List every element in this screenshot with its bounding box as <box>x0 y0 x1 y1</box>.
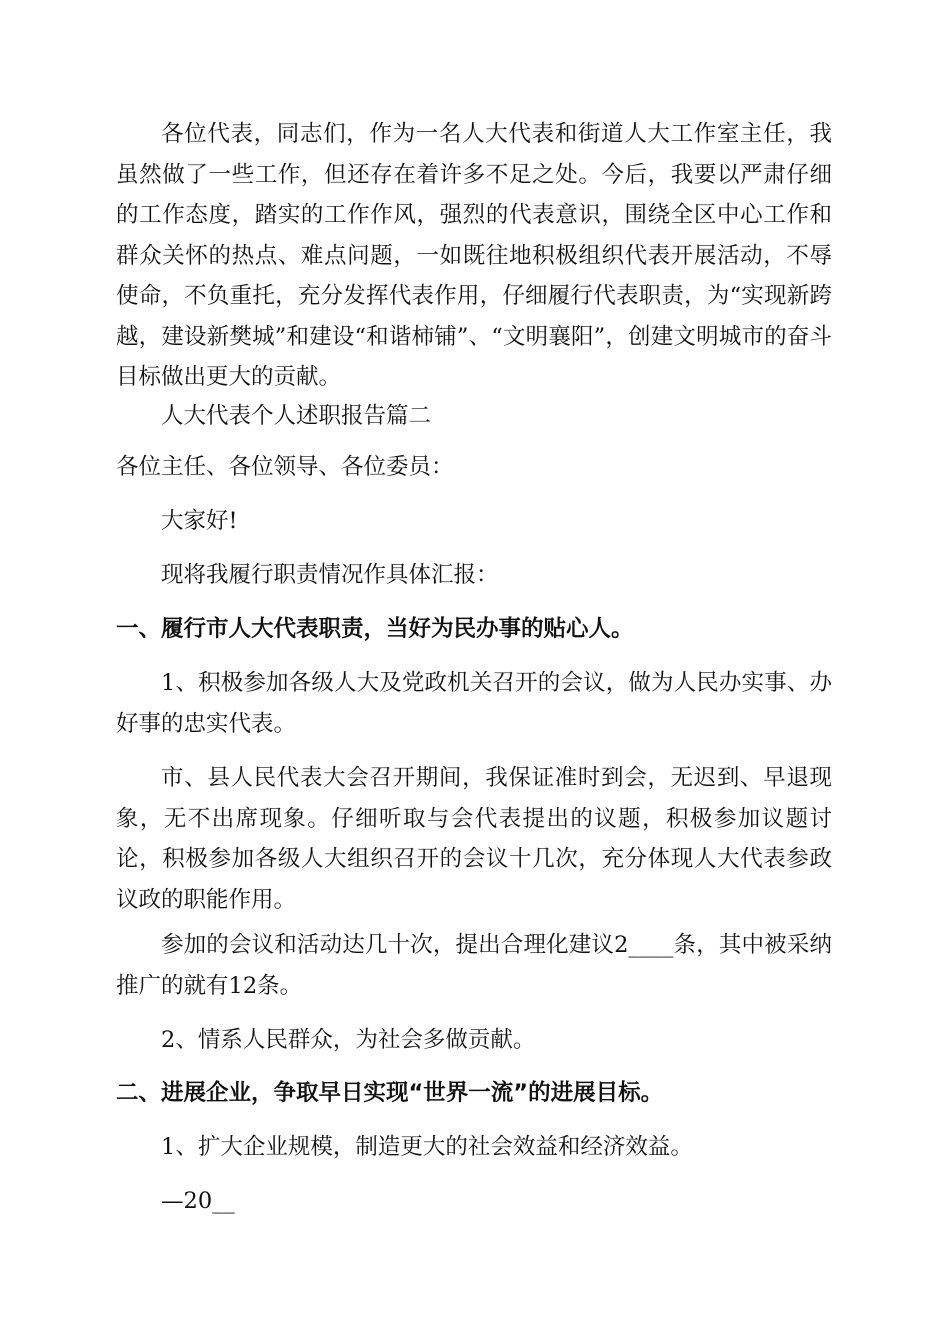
paragraph-closing-remarks: 各位代表，同志们，作为一名人大代表和街道人大工作室主任，我虽然做了一些工作，但还存在着许多不足之处。今后，我要以严肃仔细的工作态度，踏实的工作作风，强烈的代表意识，围绕全区中心工作和群众关怀的热点、难点问题，一如既往地积极组织代表开展活动，不辱使命，不负重托，充分发挥代表作用，仔细履行代表职责，为“实现新跨越，建设新樊城”和建设“和谐柿铺”、“文明襄阳”，创建文明城市的奋斗目标做出更大的贡献。 <box>116 121 832 390</box>
heading-two: 二、进展企业，争取早日实现“世界一流”的进展目标。 <box>116 1080 664 1106</box>
paragraph-meetings: 市、县人民代表大会召开期间，我保证准时到会，无迟到、早退现象，无不出席现象。仔细听取与会代表提出的议题，积极参加议题讨论，积极参加各级人大组织召开的会议十几次，充分体现人大代表参政议政的职能作用。 <box>116 765 832 913</box>
item-3: 1、扩大企业规模，制造更大的社会效益和经济效益。 <box>161 1134 693 1160</box>
heading-one: 一、履行市人大代表职责，当好为民办事的贴心人。 <box>116 616 634 642</box>
greeting: 大家好! <box>161 508 238 534</box>
section-title: 人大代表个人述职报告篇二 <box>161 403 432 429</box>
paragraph-suggestions: 参加的会议和活动达几十次，提出合理化建议2____条，其中被采纳推广的就有12条。 <box>116 932 832 999</box>
salutation: 各位主任、各位领导、各位委员： <box>116 454 454 480</box>
item-2: 2、情系人民群众，为社会多做贡献。 <box>161 1027 536 1053</box>
page-footer-text: —20__ <box>161 1188 235 1214</box>
intro-line: 现将我履行职责情况作具体汇报： <box>161 562 499 588</box>
item-1: 1、积极参加各级人大及党政机关召开的会议，做为人民办实事、办好事的忠实代表。 <box>116 670 832 737</box>
